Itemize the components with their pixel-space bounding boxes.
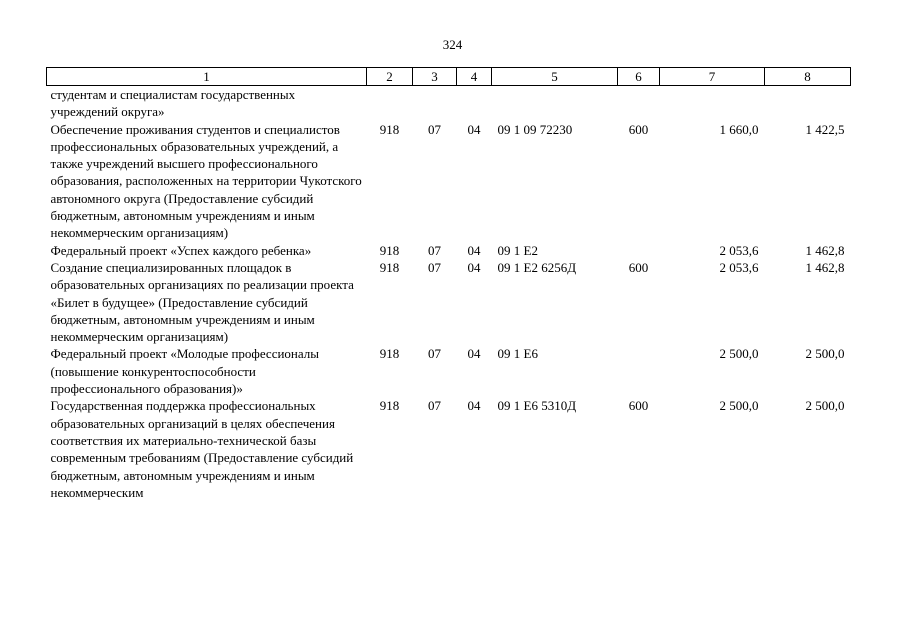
row-sum2: 1 422,5 xyxy=(805,121,845,137)
row-sum1: 2 053,6 xyxy=(719,242,759,258)
row-pr: 04 xyxy=(467,242,481,258)
row-gr: 918 xyxy=(379,346,400,362)
row-pr: 04 xyxy=(467,398,481,414)
row-name: Создание специализированных площадок в образовательных организациях по реализации проекта «Билет в будущее» (Предоставление субсидий бюджетным, автономным учреждениям и иным некоммерческим организациям) xyxy=(50,259,354,345)
column-header-5: 5 xyxy=(492,68,618,86)
row-gr: 918 xyxy=(379,121,400,137)
row-sum1: 2 500,0 xyxy=(719,398,759,414)
row-csr: 09 1 E6 xyxy=(497,346,538,362)
column-header-6: 6 xyxy=(618,68,660,86)
row-gr: 918 xyxy=(379,242,400,258)
table-row xyxy=(47,86,851,121)
column-header-7: 7 xyxy=(660,68,765,86)
table-row xyxy=(47,121,851,242)
row-csr: 09 1 09 72230 xyxy=(497,121,573,137)
row-rz: 07 xyxy=(428,121,441,137)
table-row xyxy=(47,259,851,345)
column-header-8: 8 xyxy=(765,68,851,86)
table-row xyxy=(47,242,851,259)
row-sum2 xyxy=(765,86,851,121)
table-header-row xyxy=(47,68,851,86)
row-sum1: 2 500,0 xyxy=(719,346,759,362)
row-sum2: 1 462,8 xyxy=(805,242,845,258)
row-csr xyxy=(492,86,618,121)
row-name: Федеральный проект «Успех каждого ребенка» xyxy=(50,242,312,258)
row-vr xyxy=(618,86,660,121)
row-sum1: 1 660,0 xyxy=(719,121,759,137)
row-pr xyxy=(457,86,492,121)
row-rz xyxy=(413,86,457,121)
row-pr: 04 xyxy=(467,259,481,275)
row-gr: 918 xyxy=(379,259,400,275)
table-row xyxy=(47,397,851,501)
row-csr: 09 1 E6 5310Д xyxy=(497,398,577,414)
column-header-1: 1 xyxy=(47,68,367,86)
page-number: 324 xyxy=(442,37,463,52)
row-gr xyxy=(367,86,413,121)
row-rz: 07 xyxy=(428,398,441,414)
column-header-4: 4 xyxy=(457,68,492,86)
row-sum2: 1 462,8 xyxy=(805,259,845,275)
row-vr xyxy=(618,242,660,259)
row-sum1 xyxy=(660,86,765,121)
row-sum2: 2 500,0 xyxy=(805,398,845,414)
row-name: студентам и специалистам государственных учреждений округа» xyxy=(50,87,296,120)
column-header-3: 3 xyxy=(413,68,457,86)
row-sum2: 2 500,0 xyxy=(805,346,845,362)
row-rz: 07 xyxy=(428,346,441,362)
row-csr: 09 1 E2 6256Д xyxy=(497,259,577,275)
row-vr: 600 xyxy=(628,259,649,275)
row-rz: 07 xyxy=(428,242,441,258)
row-vr: 600 xyxy=(628,398,649,414)
row-name: Федеральный проект «Молодые профессионалы (повышение конкурентоспособности профессионального образования)» xyxy=(50,346,319,397)
row-name: Государственная поддержка профессиональных образовательных организаций в целях обеспечения соответствия их материально-технической базы современным требованиям (Предоставление субсидий бюджетным, автономным учреждениям и иным некоммерческим xyxy=(50,398,354,500)
table-row xyxy=(47,345,851,397)
row-sum1: 2 053,6 xyxy=(719,259,759,275)
row-gr: 918 xyxy=(379,398,400,414)
row-rz: 07 xyxy=(428,259,441,275)
column-header-2: 2 xyxy=(367,68,413,86)
row-csr: 09 1 E2 xyxy=(497,242,538,258)
row-vr xyxy=(618,345,660,397)
row-pr: 04 xyxy=(467,121,481,137)
row-name: Обеспечение проживания студентов и специалистов профессиональных образовательных учреждений, а также учреждений высшего профессионального образования, расположенных на территории Чукотского автономного округа (Предоставление субсидий бюджетным, автономным учреждениям и иным некоммерческим организациям) xyxy=(50,121,362,241)
row-pr: 04 xyxy=(467,346,481,362)
budget-table xyxy=(46,67,851,501)
row-vr: 600 xyxy=(628,121,649,137)
